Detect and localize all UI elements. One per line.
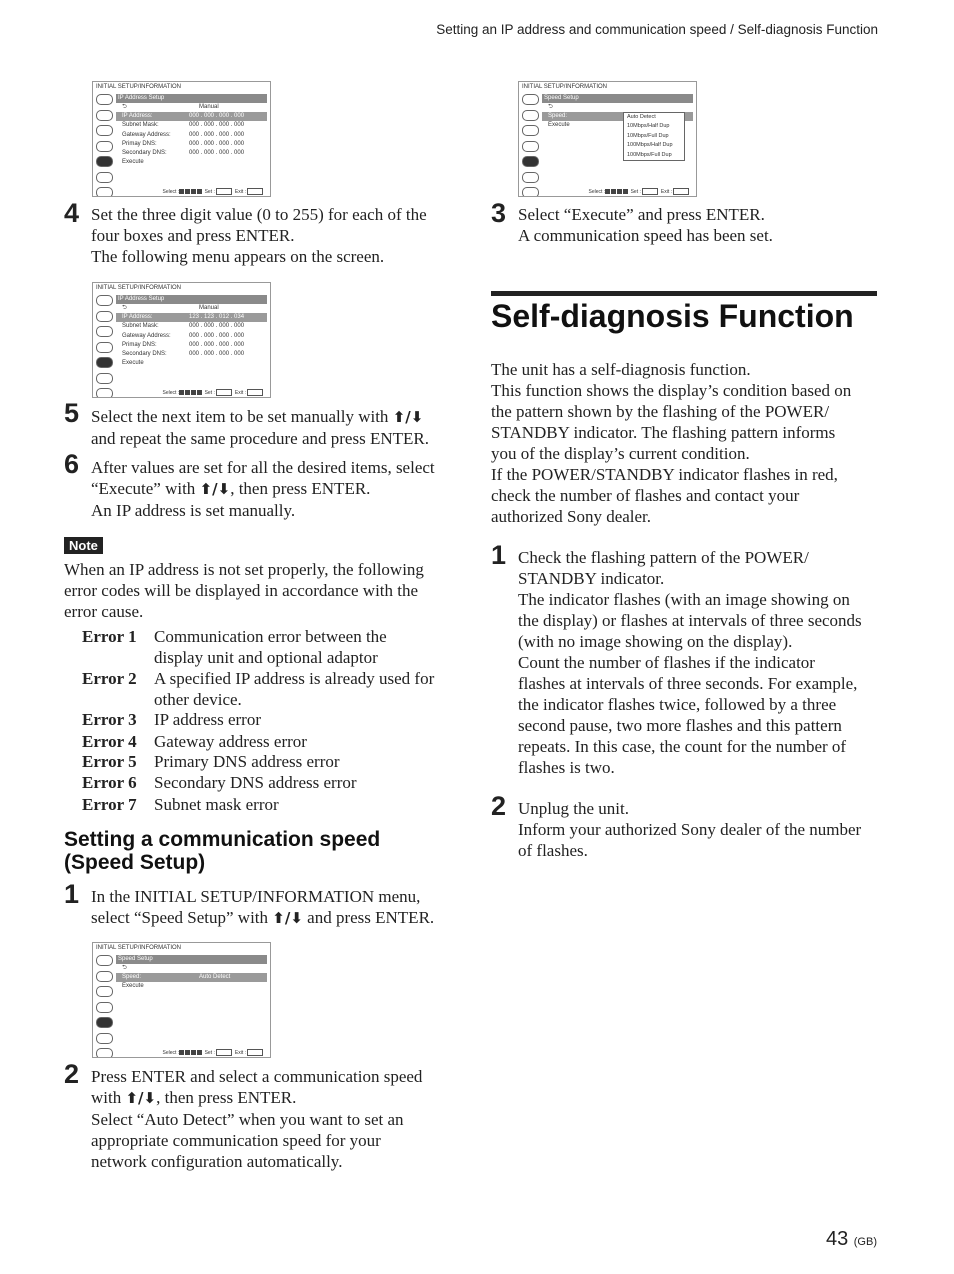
menu-row-back	[116, 304, 267, 313]
text-line	[91, 478, 435, 500]
text-line: flashes is two.	[518, 758, 615, 777]
speed-option: 10Mbps/Full Dup	[627, 132, 669, 139]
error-desc: Subnet mask error	[154, 795, 279, 814]
arrow-key-icon	[197, 1050, 202, 1055]
arrow-key-icon	[185, 189, 190, 194]
text-line: Press ENTER and select a communication speed	[91, 1067, 423, 1086]
arrow-key-icon	[605, 189, 610, 194]
footer-exit-label: Exit :	[234, 1049, 246, 1056]
text-line: In the INITIAL SETUP/INFORMATION menu,	[91, 887, 421, 906]
row-label: Execute	[122, 159, 144, 166]
arrow-key-icon	[179, 390, 184, 395]
text-line	[91, 406, 429, 428]
menu-icon	[96, 326, 113, 337]
row-value: 000 . 000 . 000 . 000	[189, 122, 245, 129]
row-value: 000 . 000 . 000 . 000	[189, 113, 245, 120]
error-code: Error 7	[82, 795, 137, 814]
error-code: Error 6	[82, 773, 137, 792]
menu-icon	[96, 1002, 113, 1013]
text-line: If the POWER/STANDBY indicator flashes in red,	[491, 465, 838, 484]
menu-key-icon	[247, 1049, 263, 1056]
menu-row	[116, 322, 267, 331]
text-fragment: , then press ENTER.	[230, 479, 371, 498]
text-line: appropriate communication speed for your	[91, 1131, 381, 1150]
text-fragment: with	[91, 1088, 126, 1107]
menu-icon	[96, 125, 113, 136]
menu-row	[116, 350, 267, 359]
step-number: 2	[491, 791, 507, 821]
menu-key-icon	[673, 188, 689, 195]
section-title: Self-diagnosis Function	[491, 298, 854, 334]
back-icon: ⮌	[548, 104, 553, 110]
text-line: When an IP address is not set properly, the following	[64, 560, 424, 579]
speed-option: 100Mbps/Half Dup	[627, 142, 673, 149]
footer-select-label: Select :	[162, 188, 180, 195]
menu-icon	[96, 187, 113, 197]
menu-icon	[96, 986, 113, 997]
row-value: 000 . 000 . 000 . 000	[189, 341, 245, 348]
arrow-key-icon	[617, 189, 622, 194]
title-rule	[491, 291, 877, 296]
error-desc: IP address error	[154, 710, 261, 729]
menu-icon-column	[95, 955, 114, 1058]
step-text	[518, 204, 773, 246]
menu-panel	[116, 295, 267, 387]
text-line: An IP address is set manually.	[91, 501, 296, 520]
text-line	[91, 907, 434, 929]
step-text	[91, 886, 434, 929]
row-value: 000 . 000 . 000 . 000	[189, 323, 245, 330]
menu-icon	[96, 342, 113, 353]
menu-row	[116, 341, 267, 350]
menu-screen-speed-options	[518, 81, 697, 197]
text-line: Check the flashing pattern of the POWER/	[518, 548, 809, 567]
arrow-key-icon	[611, 189, 616, 194]
text-line: other device.	[154, 690, 242, 709]
menu-icon-column	[521, 94, 540, 197]
row-value: 000 . 000 . 000 . 000	[189, 131, 245, 138]
panel-title: IP Address Setup	[116, 94, 267, 103]
text-line: Set the three digit value (0 to 255) for each of the	[91, 205, 427, 224]
menu-icon	[96, 110, 113, 121]
step-number: 6	[64, 449, 80, 479]
error-desc: Secondary DNS address error	[154, 773, 357, 792]
menu-row	[116, 131, 267, 140]
text-line: STANDBY indicator.	[518, 569, 665, 588]
arrow-key-icon	[197, 189, 202, 194]
arrow-key-icon	[191, 189, 196, 194]
footer-set-label: Set :	[204, 188, 215, 195]
row-value: 000 . 000 . 000 . 000	[189, 140, 245, 147]
footer-select-label: Select :	[588, 188, 606, 195]
menu-row	[116, 973, 267, 982]
enter-key-icon	[642, 188, 658, 195]
text-line	[91, 1087, 422, 1109]
row-value: 000 . 000 . 000 . 000	[189, 332, 245, 339]
menu-icon	[96, 971, 113, 982]
footer-select-label: Select :	[162, 1049, 180, 1056]
text-line: error cause.	[64, 602, 144, 621]
up-down-arrows-icon: ⬆/⬇	[392, 408, 424, 426]
step-number: 5	[64, 398, 80, 428]
menu-icon-selected	[96, 1017, 113, 1028]
text-line: network configuration automatically.	[91, 1152, 343, 1171]
text-line: Unplug the unit.	[518, 799, 629, 818]
menu-icon	[96, 1048, 113, 1058]
menu-row-back	[542, 103, 693, 112]
heading-line: (Speed Setup)	[64, 851, 206, 874]
text-line: This function shows the display’s condition based on	[491, 381, 852, 400]
menu-row	[116, 982, 267, 991]
menu-icon	[96, 295, 113, 306]
text-line: of flashes.	[518, 841, 588, 860]
panel-title: Speed Setup	[542, 94, 693, 103]
row-value: 000 . 000 . 000 . 000	[189, 149, 245, 156]
intro-text	[491, 359, 851, 527]
error-code: Error 4	[82, 732, 137, 751]
panel-title: Speed Setup	[116, 955, 267, 964]
step-text	[91, 406, 429, 449]
row-label: Gateway Address:	[122, 332, 171, 339]
menu-panel	[116, 955, 267, 1047]
text-fragment: select “Speed Setup” with	[91, 908, 273, 927]
screen-title: INITIAL SETUP/INFORMATION	[96, 285, 182, 291]
menu-icon	[522, 125, 539, 136]
menu-key-icon	[247, 389, 263, 396]
enter-key-icon	[216, 188, 232, 195]
arrow-key-icon	[191, 1050, 196, 1055]
footer-exit-label: Exit :	[234, 389, 246, 396]
menu-row	[116, 121, 267, 130]
text-line: Communication error between the	[154, 627, 387, 646]
text-fragment: Select the next item to be set manually with	[91, 407, 393, 426]
row-label: IP Address:	[122, 113, 153, 120]
text-line: Select “Execute” and press ENTER.	[518, 205, 765, 224]
menu-row	[116, 158, 267, 167]
row-label: Primay DNS:	[122, 140, 157, 147]
screen-title: INITIAL SETUP/INFORMATION	[522, 84, 608, 90]
menu-icon	[96, 172, 113, 183]
row-value: 123 . 123 . 012 . 034	[189, 314, 245, 321]
arrow-key-icon	[191, 390, 196, 395]
menu-row-back	[116, 964, 267, 973]
text-fragment: and press ENTER.	[302, 908, 435, 927]
footer-set-label: Set :	[204, 389, 215, 396]
menu-icon-column	[95, 295, 114, 398]
text-line: A specified IP address is already used for	[154, 669, 435, 688]
text-line: the pattern shown by the flashing of the POWER/	[491, 402, 830, 421]
text-line: and repeat the same procedure and press ENTER.	[91, 429, 429, 448]
section-heading	[64, 828, 380, 874]
menu-row	[116, 313, 267, 322]
speed-option: 100Mbps/Full Dup	[627, 151, 672, 158]
arrow-key-icon	[179, 1050, 184, 1055]
page-number-value: 43	[825, 1228, 849, 1250]
note-text	[64, 559, 424, 622]
step-number: 4	[64, 198, 80, 228]
text-line: The unit has a self-diagnosis function.	[491, 360, 751, 379]
step-text	[518, 547, 862, 778]
menu-panel	[116, 94, 267, 186]
arrow-key-icon	[623, 189, 628, 194]
screen-footer	[163, 188, 267, 195]
error-code: Error 3	[82, 710, 137, 729]
step-text	[91, 204, 427, 267]
back-icon: ⮌	[122, 305, 127, 311]
menu-icon	[96, 1033, 113, 1044]
text-line: The indicator flashes (with an image showing on	[518, 590, 850, 609]
menu-icon	[96, 141, 113, 152]
arrow-key-icon	[185, 390, 190, 395]
step-number: 1	[64, 879, 80, 909]
row-label: Execute	[548, 122, 570, 129]
text-fragment: , then press ENTER.	[156, 1088, 297, 1107]
page-number-suffix: (GB)	[853, 1236, 877, 1248]
error-desc: Primary DNS address error	[154, 752, 340, 771]
step-number: 3	[491, 198, 507, 228]
text-line: Select “Auto Detect” when you want to set an	[91, 1110, 404, 1129]
error-desc	[154, 626, 387, 668]
error-desc: Gateway address error	[154, 732, 307, 751]
menu-screen-speed-setup	[92, 942, 271, 1058]
text-line: error codes will be displayed in accordance with the	[64, 581, 419, 600]
back-icon: ⮌	[122, 104, 127, 110]
panel-title: IP Address Setup	[116, 295, 267, 304]
arrow-key-icon	[185, 1050, 190, 1055]
enter-key-icon	[216, 389, 232, 396]
text-line: check the number of flashes and contact your	[491, 486, 800, 505]
menu-icon-selected	[96, 357, 113, 368]
text-line: display unit and optional adaptor	[154, 648, 378, 667]
heading-line: Setting a communication speed	[64, 828, 381, 851]
row-label: Gateway Address:	[122, 131, 171, 138]
up-down-arrows-icon: ⬆/⬇	[125, 1089, 157, 1107]
text-line: the indicator flashes twice, followed by a three	[518, 695, 837, 714]
menu-icon	[522, 141, 539, 152]
running-header: Setting an IP address and communication speed / Self-diagnosis Function	[436, 22, 878, 37]
menu-row-back	[116, 103, 267, 112]
footer-exit-label: Exit :	[234, 188, 246, 195]
step-text	[518, 798, 861, 861]
text-line: Inform your authorized Sony dealer of the number	[518, 820, 862, 839]
row-label: Subnet Mask:	[122, 323, 159, 330]
mode-value: Manual	[199, 104, 219, 110]
row-label: Subnet Mask:	[122, 122, 159, 129]
menu-icon-column	[95, 94, 114, 197]
row-label: Execute	[122, 983, 144, 990]
menu-row	[116, 332, 267, 341]
speed-option: Auto Detect	[624, 113, 684, 122]
step-number: 2	[64, 1059, 80, 1089]
text-line: four boxes and press ENTER.	[91, 226, 295, 245]
mode-value: Manual	[199, 305, 219, 311]
screen-footer	[163, 389, 267, 396]
text-line: flashes at intervals of three seconds. For example,	[518, 674, 858, 693]
menu-screen-ip-setup-1	[92, 81, 271, 197]
menu-row	[116, 140, 267, 149]
speed-option: 10Mbps/Half Dup	[627, 123, 670, 130]
footer-set-label: Set :	[630, 188, 641, 195]
menu-icon	[522, 110, 539, 121]
menu-icon-selected	[96, 156, 113, 167]
menu-row	[116, 112, 267, 121]
menu-row	[116, 359, 267, 368]
speed-options-list	[623, 112, 685, 161]
text-line: second pause, two more flashes and this pattern	[518, 716, 842, 735]
step-text	[91, 1066, 422, 1172]
screen-footer	[589, 188, 693, 195]
row-label: Speed:	[122, 974, 142, 981]
arrow-key-icon	[197, 390, 202, 395]
footer-select-label: Select :	[162, 389, 180, 396]
menu-icon	[522, 172, 539, 183]
enter-key-icon	[216, 1049, 232, 1056]
menu-key-icon	[247, 188, 263, 195]
up-down-arrows-icon: ⬆/⬇	[272, 909, 303, 927]
error-code: Error 1	[82, 627, 137, 646]
menu-screen-ip-setup-2	[92, 282, 271, 398]
page-number	[826, 1228, 877, 1251]
error-code: Error 5	[82, 752, 137, 771]
menu-icon	[522, 187, 539, 197]
error-desc	[154, 668, 434, 710]
step-number: 1	[491, 540, 507, 570]
menu-icon	[522, 94, 539, 105]
text-line: After values are set for all the desired items, select	[91, 458, 435, 477]
text-line: The following menu appears on the screen.	[91, 247, 385, 266]
text-line: A communication speed has been set.	[518, 226, 773, 245]
text-line: (with no image showing on the display).	[518, 632, 793, 651]
menu-icon-selected	[522, 156, 539, 167]
footer-exit-label: Exit :	[660, 188, 672, 195]
footer-set-label: Set :	[204, 1049, 215, 1056]
note-badge: Note	[64, 537, 103, 554]
step-text	[91, 457, 435, 521]
row-label: Speed:	[548, 113, 568, 120]
arrow-key-icon	[179, 189, 184, 194]
text-line: the display) or flashes at intervals of three seconds	[518, 611, 862, 630]
screen-title: INITIAL SETUP/INFORMATION	[96, 84, 182, 90]
screen-footer	[163, 1049, 267, 1056]
menu-icon	[96, 388, 113, 398]
row-label: IP Address:	[122, 314, 153, 321]
menu-icon	[96, 955, 113, 966]
row-label: Primay DNS:	[122, 341, 157, 348]
menu-icon	[96, 311, 113, 322]
text-line: authorized Sony dealer.	[491, 507, 652, 526]
row-label: Secondary DNS:	[122, 350, 167, 357]
text-line: STANDBY indicator. The flashing pattern informs	[491, 423, 836, 442]
back-icon: ⮌	[122, 965, 127, 971]
text-line: repeats. In this case, the count for the number of	[518, 737, 847, 756]
text-line: you of the display’s current condition.	[491, 444, 750, 463]
up-down-arrows-icon: ⬆/⬇	[199, 480, 231, 498]
row-value: 000 . 000 . 000 . 000	[189, 350, 245, 357]
text-line: Count the number of flashes if the indicator	[518, 653, 815, 672]
menu-row	[116, 149, 267, 158]
screen-title: INITIAL SETUP/INFORMATION	[96, 945, 182, 951]
menu-icon	[96, 373, 113, 384]
row-label: Secondary DNS:	[122, 149, 167, 156]
row-label: Execute	[122, 360, 144, 367]
text-fragment: “Execute” with	[91, 479, 200, 498]
row-value: Auto Detect	[199, 974, 231, 981]
error-code: Error 2	[82, 669, 137, 688]
menu-icon	[96, 94, 113, 105]
